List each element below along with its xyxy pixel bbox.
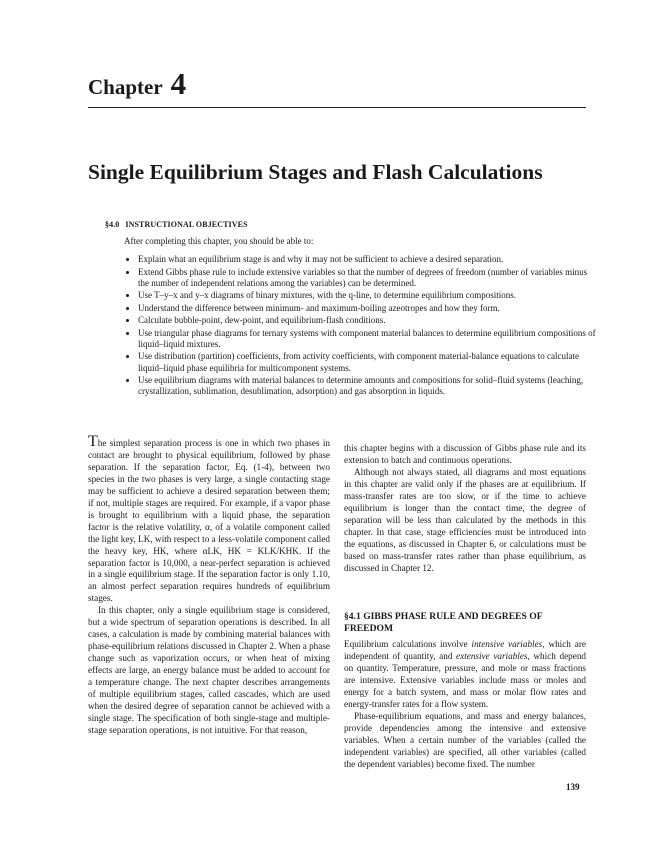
section-heading-4-1: §4.1 GIBBS PHASE RULE AND DEGREES OF FREEDOM	[344, 611, 543, 634]
objectives-section-number: §4.0	[105, 220, 120, 229]
intro-paragraph-4: Although not always stated, all diagrams and most equations in this chapter are valid only if the phases are at equilibrium. If mass-transfer rates are too slow, or if the time to achieve equilibrium is longer than the contact time, the degree of separation will be less than calculated by the methods in this chapter. In that case, stage efficiencies must be introduced into the equations, as discussed in Chapter 6, or calculations must be based on mass-transfer rates rather than phase equilibrium, as discussed in Chapter 12.	[344, 466, 586, 573]
right-column-top	[344, 443, 586, 574]
section-paragraph-1	[344, 639, 586, 711]
objective-item: • Understand the difference between minimum- and maximum-boiling azeotropes and how they form.	[138, 303, 600, 314]
objectives-heading-text: INSTRUCTIONAL OBJECTIVES	[125, 220, 248, 229]
objectives-intro: After completing this chapter, you should be able to:	[124, 236, 314, 246]
objective-item: • Use equilibrium diagrams with material balances to determine amounts and compositions for solid–fluid systems (leaching, crystallization, sublimation, desublimation, adsorption) and gas absorption in liquids.	[138, 375, 600, 397]
italic-term: extensive variables	[456, 650, 528, 661]
left-column	[88, 433, 330, 737]
text-run: Equilibrium calculations involve	[344, 639, 472, 649]
objectives-list	[124, 254, 600, 399]
objective-item: • Calculate bubble-point, dew-point, and equilibrium-flash conditions.	[138, 315, 600, 326]
chapter-heading	[88, 66, 186, 102]
intro-paragraph-3: this chapter begins with a discussion of Gibbs phase rule and its extension to batch and continuous operations.	[344, 443, 586, 465]
objective-item: • Extend Gibbs phase rule to include extensive variables so that the number of degrees of freedom (number of variables minus the number of independent relations among the variables) can be determined.	[138, 267, 600, 289]
text-run: , which are independent of quantity, and	[344, 639, 587, 661]
italic-term: intensive variables	[471, 639, 543, 649]
page-number: 139	[566, 782, 580, 792]
chapter-word: Chapter	[88, 75, 163, 99]
objective-item: • Use triangular phase diagrams for ternary systems with component material balances to determine equilibrium compositions of liquid–liquid mixtures.	[138, 328, 600, 350]
intro-paragraph-1-text: he simplest separation process is one in which two phases in contact are brought to physical equilibrium, followed by phase separation. If the separation factor, Eq. (1-4), between two species in the two phases is very large, a single contacting stage may be sufficient to achieve a desired separation between them; if not, multiple stages are required. For example, if a vapor phase is brought to equilibrium with a liquid phase, the separation factor is the relative volatility, α, of a volatile component called the light key, LK, with respect to a less-volatile component called the heavy key, HK, where αLK, HK = KLK/KHK. If the separation factor is 10,000, a near-perfect separation is achieved in a single equilibrium stage. If the separation factor is only 1.10, an almost perfect separation requires hundreds of equilibrium stages.	[88, 438, 330, 604]
drop-cap: T	[88, 433, 98, 450]
chapter-rule	[88, 107, 586, 108]
chapter-number: 4	[170, 66, 187, 101]
section-paragraph-2: Phase-equilibrium equations, and mass and energy balances, provide dependencies among the intensive and extensive variables. When a certain number of the variables (called the independent variables) are specified, all other variables (called the dependent variables) become fixed. The number	[344, 710, 586, 769]
objective-item: • Explain what an equilibrium stage is and why it may not be sufficient to achieve a desired separation.	[138, 254, 600, 265]
intro-paragraph-1	[88, 433, 330, 605]
chapter-title: Single Equilibrium Stages and Flash Calculations	[88, 160, 543, 184]
objective-item: • Use T–y–x and y–x diagrams of binary mixtures, with the q-line, to determine equilibrium compositions.	[138, 290, 600, 301]
objective-item: • Use distribution (partition) coefficients, from activity coefficients, with component material-balance equations to calculate liquid–liquid phase equilibria for multicomponent systems.	[138, 351, 600, 373]
text-run: , which depend on quantity. Temperature, pressure, and mole or mass fractions are intensive. Extensive variables include mass or moles and energy for a batch system, and mass or molar flow rates and energy-transfer rates for a flow system.	[344, 650, 587, 709]
right-column-bottom	[344, 639, 586, 770]
intro-paragraph-2: In this chapter, only a single equilibrium stage is considered, but a wide spectrum of separation operations is described. In all cases, a calculation is made by combining material balances with phase-equilibrium relations discussed in Chapter 2. When a phase change such as vaporization occurs, or when heat of mixing effects are large, an energy balance must be added to account for a temperature change. The next chapter describes arrangements of multiple equilibrium stages, called cascades, which are used when the desired degree of separation cannot be achieved with a single stage. The specification of both single-stage and multiple-stage separation operations, is not intuitive. For that reason,	[88, 605, 330, 735]
objectives-heading	[105, 220, 248, 229]
